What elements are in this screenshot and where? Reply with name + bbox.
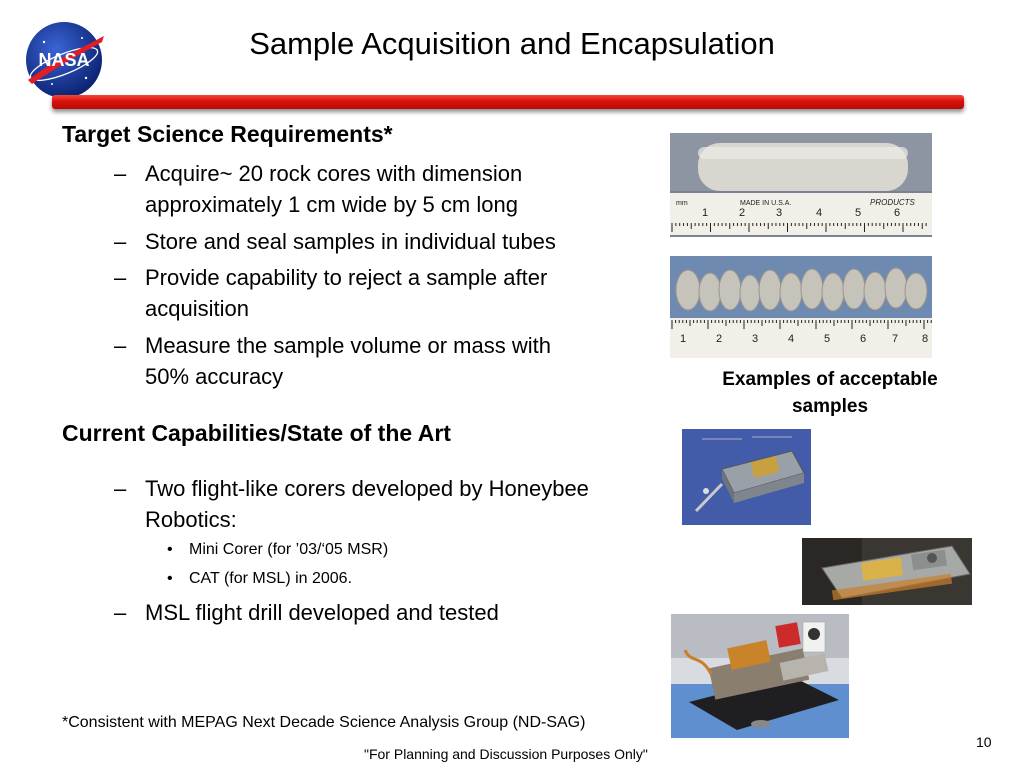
ruler-label: 1: [702, 207, 709, 219]
fragmented-core-photo: [670, 256, 932, 358]
item-line: Robotics:: [145, 507, 237, 532]
dash-bullet: –: [114, 229, 127, 254]
item-line: Store and seal samples in individual tubes: [145, 229, 556, 254]
item-line: 50% accuracy: [145, 364, 284, 389]
footer-disclaimer: "For Planning and Discussion Purposes Only": [364, 746, 648, 762]
dash-bullet: –: [114, 333, 127, 358]
ruler-label: 2: [716, 333, 723, 345]
ruler-label: 1: [680, 333, 687, 345]
ruler-made-in: MADE IN U.S.A.: [740, 200, 792, 207]
title-divider: [52, 95, 964, 109]
caption-line: samples: [791, 396, 869, 417]
item-line: MSL flight drill developed and tested: [145, 600, 499, 625]
subitem-text: Mini Corer (for ’03/‘05 MSR): [189, 541, 389, 558]
ruler-label: 4: [816, 207, 823, 219]
ruler-label: 3: [776, 207, 783, 219]
item-line: approximately 1 cm wide by 5 cm long: [145, 192, 518, 217]
ruler-label: 4: [788, 333, 795, 345]
section-heading-requirements: Target Science Requirements*: [62, 121, 393, 147]
ruler-label: 2: [739, 207, 746, 219]
item-line: Provide capability to reject a sample after: [145, 265, 548, 290]
dash-bullet: –: [114, 476, 127, 501]
requirement-item: [114, 226, 654, 257]
requirement-item: [114, 158, 654, 220]
ruler-brand: PRODUCTS: [870, 198, 915, 207]
requirement-item: [114, 262, 654, 324]
dash-bullet: –: [114, 600, 127, 625]
ruler-label: 6: [860, 333, 867, 345]
item-line: acquisition: [145, 296, 249, 321]
slide-title: Sample Acquisition and Encapsulation: [249, 26, 775, 61]
nasa-logo: [22, 18, 106, 102]
nasa-wordmark: NASA: [38, 50, 90, 70]
dash-bullet: –: [114, 265, 127, 290]
capability-item: [114, 473, 674, 535]
dash-bullet: –: [114, 161, 127, 186]
ruler-label: 8: [922, 333, 929, 345]
item-line: Acquire~ 20 rock cores with dimension: [145, 161, 523, 186]
msl-drill-photo: [671, 614, 849, 738]
requirement-item: [114, 330, 654, 392]
item-line: Two flight-like corers developed by Honeybee: [145, 476, 589, 501]
mini-corer-photo: [682, 429, 811, 525]
ruler-label: 5: [855, 207, 862, 219]
cat-corer-photo: [802, 538, 972, 605]
photo-caption: [690, 366, 970, 420]
item-line: Measure the sample volume or mass with: [145, 333, 551, 358]
dot-bullet: •: [167, 541, 173, 558]
capability-item: [114, 597, 654, 628]
ruler-label: 6: [894, 207, 901, 219]
page-number: 10: [976, 734, 992, 750]
dot-bullet: •: [167, 570, 173, 587]
section-heading-capabilities: Current Capabilities/State of the Art: [62, 420, 451, 446]
capability-subitem: [167, 541, 567, 559]
rock-core-photo: [670, 133, 932, 237]
ruler-label: 5: [824, 333, 831, 345]
capability-subitem: [167, 570, 567, 588]
ruler-label: 3: [752, 333, 759, 345]
caption-line: Examples of acceptable: [722, 369, 938, 390]
ruler-unit: mm: [676, 200, 688, 207]
subitem-text: CAT (for MSL) in 2006.: [189, 570, 353, 587]
ruler-label: 7: [892, 333, 899, 345]
footnote: *Consistent with MEPAG Next Decade Science Analysis Group (ND-SAG): [62, 714, 586, 731]
